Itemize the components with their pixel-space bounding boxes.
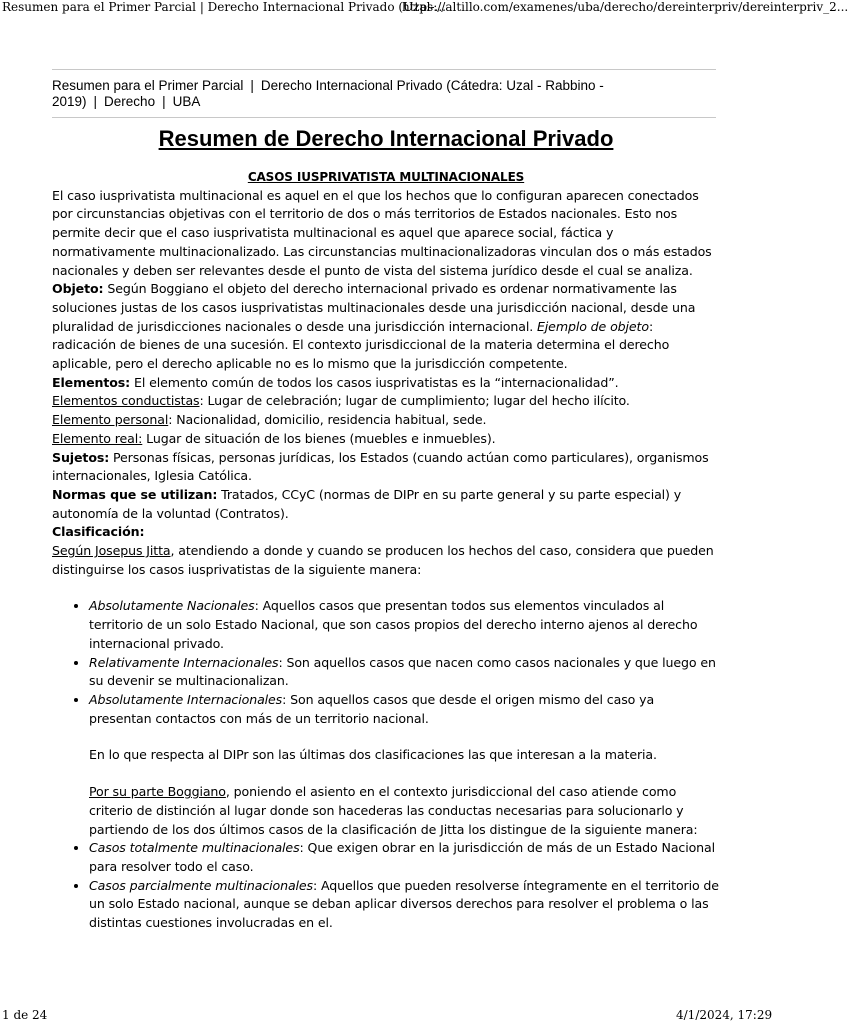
spacer	[52, 728, 720, 746]
list-item	[89, 839, 720, 876]
print-datetime: 4/1/2024, 17:29	[676, 1008, 773, 1022]
list-item-text: : Aquellos casos que presentan todos sus elementos vinculados al territorio de un solo Estado Nacional, que son casos propios del derecho interno ajenos al derecho internacional privado.	[89, 598, 698, 651]
breadcrumb-separator: |	[250, 78, 254, 93]
conductistas-text: : Lugar de celebración; lugar de cumplimiento; lugar del hecho ilícito.	[199, 393, 630, 409]
breadcrumb-link-derecho[interactable]: Derecho	[104, 94, 156, 109]
sujetos-paragraph	[52, 449, 720, 486]
objeto-example-text: : radicación de bienes de una sucesión. El contexto jurisdiccional de la materia determina el derecho aplicable, pero el derecho aplicable no es lo mismo que la jurisdicción competente.	[52, 318, 670, 372]
list-item-text: : Que exigen obrar en la jurisdicción de más de un Estado Nacional para resolver todo el caso.	[89, 840, 716, 874]
sujetos-text: Personas físicas, personas jurídicas, los Estados (cuando actúan como particulares), organismos internacionales, Iglesia Católica.	[52, 449, 709, 484]
dipr-note: En lo que respecta al DIPr son las últimas dos clasificaciones las que interesan a la materia.	[89, 747, 657, 763]
personal-label: Elemento personal	[52, 412, 169, 428]
list-item-term: Absolutamente Nacionales	[89, 598, 255, 614]
jitta-text: , atendiendo a donde y cuando se producen los hechos del caso, considera que pueden distinguirse los casos iusprivatistas de la siguiente manera:	[52, 543, 714, 577]
page-url: https://altillo.com/examenes/uba/derecho/dereinterpriv/dereinterpriv_2...	[402, 0, 848, 14]
conductistas-paragraph	[52, 392, 720, 411]
normas-paragraph	[52, 486, 720, 523]
objeto-example-label: Ejemplo de objeto	[536, 318, 649, 334]
list-item	[89, 654, 720, 691]
list-item-term: Casos parcialmente multinacionales	[89, 877, 313, 893]
boggiano-paragraph	[52, 783, 720, 839]
objeto-label: Objeto:	[52, 281, 104, 297]
list-item-term: Relativamente Internacionales	[89, 654, 279, 670]
objeto-paragraph	[52, 280, 720, 374]
list-item-term: Casos totalmente multinacionales	[89, 840, 300, 856]
breadcrumb-separator: |	[162, 94, 166, 109]
breadcrumb	[52, 69, 716, 118]
real-paragraph	[52, 430, 720, 449]
list-item	[89, 877, 720, 933]
clasificacion-heading	[52, 523, 720, 542]
list-item-text: : Aquellos que pueden resolverse íntegramente en el territorio de un solo Estado nacional, aunque se deban aplicar diversos derechos para resolver el problema o las distintas cuestiones involucradas en el.	[89, 877, 719, 931]
list-item	[89, 597, 720, 653]
real-label: Elemento real:	[52, 430, 143, 446]
page-title: Resumen para el Primer Parcial | Derecho Internacional Privado (Uzal-...	[2, 0, 446, 14]
objeto-text: Según Boggiano el objeto del derecho internacional privado es ordenar normativamente las soluciones justas de los casos iusprivatistas multinacionales desde una jurisdicción nacional, desde una pluralidad de jurisdicciones nacionales o desde una jurisdicción internacional.	[52, 281, 696, 334]
list-item	[89, 691, 720, 728]
intro-paragraph: El caso iusprivatista multinacional es aquel en el que los hechos que lo configuran aparecen conectados por circunstancias objetivas con el territorio de dos o más territorios de Estados nacionales. Esto nos permite decir que el caso iusprivatista multinacional es aquel que aparece social, fáctica y normativamente multinacionalizado. Las circunstancias multinacionalizadoras vinculan dos o más estados nacionales y deben ser relevantes desde el punto de vista del sistema jurídico desde el cual se analiza.	[52, 187, 712, 278]
jitta-paragraph	[52, 542, 720, 579]
section-heading: CASOS IUSPRIVATISTA MULTINACIONALES	[247, 170, 525, 184]
jitta-list	[52, 597, 720, 728]
clasificacion-label: Clasificación:	[52, 524, 145, 540]
list-item-text: : Son aquellos casos que desde el origen mismo del caso ya presentan contactos con más de un territorio nacional.	[89, 691, 655, 726]
boggiano-label: Por su parte Boggiano	[89, 784, 226, 800]
breadcrumb-link-uba[interactable]: UBA	[172, 94, 201, 109]
personal-text: : Nacionalidad, domicilio, residencia habitual, sede.	[168, 412, 487, 428]
personal-paragraph	[52, 411, 720, 430]
page-number: 1 de 24	[2, 1008, 48, 1022]
list-item-text: : Son aquellos casos que nacen como casos nacionales y que luego en su devenir se multinacionalizan.	[89, 654, 716, 689]
document-body	[52, 124, 720, 933]
elementos-label: Elementos:	[52, 374, 131, 390]
spacer	[52, 765, 720, 783]
breadcrumb-link-resumen[interactable]: Resumen para el Primer Parcial	[52, 78, 244, 93]
list-item-term: Absolutamente Internacionales	[89, 691, 283, 707]
sujetos-label: Sujetos:	[52, 449, 110, 465]
normas-text: Tratados, CCyC (normas de DIPr en su parte general y su parte especial) y autonomía de la voluntad (Contratos).	[52, 486, 682, 521]
real-text: Lugar de situación de los bienes (muebles e inmuebles).	[142, 430, 496, 446]
elementos-text: El elemento común de todos los casos iusprivatistas es la “internacionalidad”.	[130, 374, 619, 390]
print-header	[0, 0, 848, 20]
conductistas-label: Elementos conductistas	[52, 393, 200, 409]
elementos-paragraph	[52, 374, 720, 393]
breadcrumb-separator: |	[93, 94, 98, 109]
document-title: Resumen de Derecho Internacional Privado	[158, 126, 614, 151]
boggiano-list	[52, 839, 720, 933]
normas-label: Normas que se utilizan:	[52, 486, 218, 502]
breadcrumb-link-materia[interactable]: Derecho Internacional Privado (Cátedra: Uzal - Rabbino - 2019)	[52, 78, 604, 109]
boggiano-text: , poniendo el asiento en el contexto jurisdiccional del caso atiende como criterio de distinción al lugar donde son hacederas las conductas necesarias para solucionarlo y partiendo de los dos últimos casos de la clasificación de Jitta los distingue de la siguiente manera:	[89, 784, 698, 837]
jitta-label: Según Josepus Jitta	[52, 543, 171, 559]
spacer	[52, 579, 720, 597]
